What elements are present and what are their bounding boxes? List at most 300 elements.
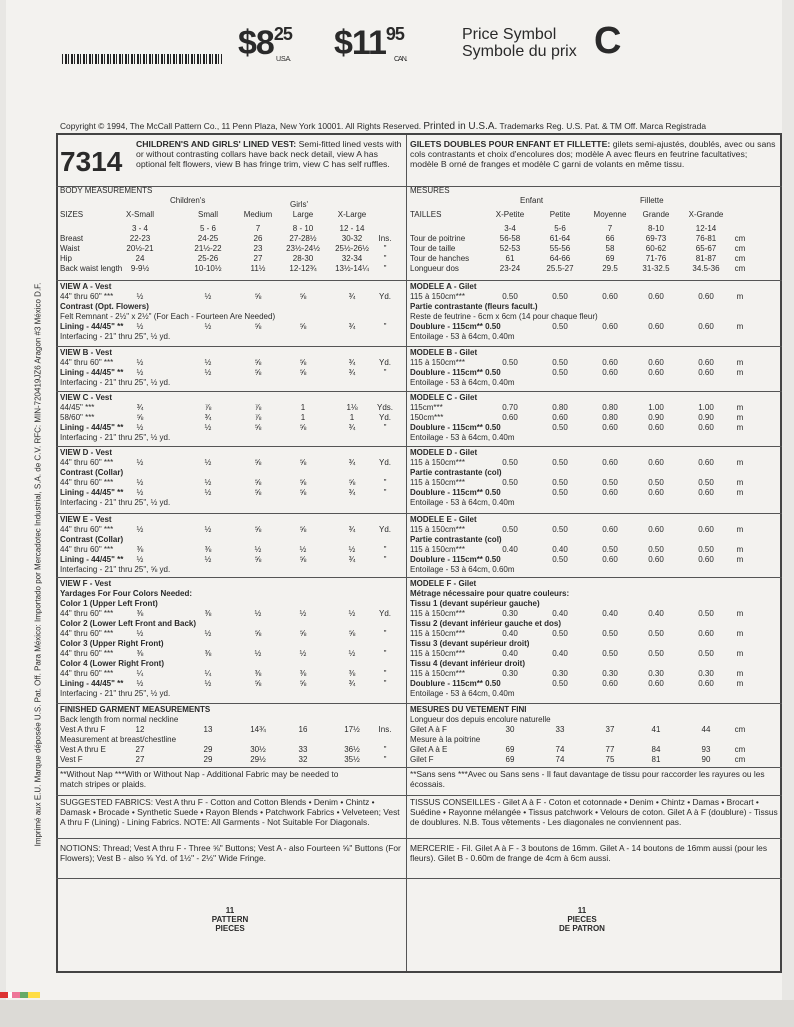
view-en-value: ¾ [348, 368, 356, 377]
view-en-value: ¾ [348, 525, 356, 534]
view-fr-label: 115 à 150cm*** [410, 292, 465, 301]
view-en-value: ½ [204, 488, 212, 497]
copyright-line: Copyright © 1994, The McCall Pattern Co., 11 Penn Plaza, New York 10001. All Rights Reserved. Printed in U.S.A. Trademarks Reg. U.S. Pat. & TM Off. Marca Registrada [60, 121, 706, 132]
view-fr-value: 0.70 [502, 403, 518, 412]
mesure-value: 60-62 [645, 244, 667, 253]
childrens-label: Children's [170, 196, 206, 205]
view-en-value: ⅞ [254, 403, 262, 412]
view-fr-value: 0.50 [552, 525, 568, 534]
view-en-unit: Ins. [378, 725, 392, 734]
view-en-value: ¾ [348, 322, 356, 331]
view-fr-value: 0.60 [602, 292, 618, 301]
view-fr-label: 115 à 150cm*** [410, 545, 465, 554]
measure-unit: " [383, 244, 387, 253]
mesure-value: 25.5-27 [546, 264, 574, 273]
mesure-value: 65-67 [695, 244, 717, 253]
view-en-value: ¾ [348, 358, 356, 367]
size-number: 5 - 6 [199, 224, 216, 233]
notions-en: NOTIONS: Thread; Vest A thru F - Three ⅝" Buttons; Vest A - also Fourteen ⅝" Buttons (For Flowers); Vest B - also ⅝ Yd. of 1½" - 2½" Wide Fringe. [60, 843, 401, 863]
size-name: Medium [243, 210, 273, 219]
mesure-unit: cm [734, 254, 746, 263]
view-fr-value: 0.60 [602, 423, 618, 432]
view-fr-value: 0.60 [648, 525, 664, 534]
size-number: 3 - 4 [131, 224, 148, 233]
view-en-label: Interfacing - 21" thru 25", ½ yd. [60, 378, 171, 387]
view-en-value: ½ [136, 292, 144, 301]
view-en-value: ⅝ [299, 629, 307, 638]
view-fr-value: 0.60 [698, 555, 714, 564]
view-en-value: ⅝ [348, 478, 356, 487]
view-en-value: ¾ [204, 413, 212, 422]
view-fr-value: 0.50 [552, 368, 568, 377]
view-en-value: 32 [298, 755, 308, 764]
view-fr-label: Doublure - 115cm** 0.50 [410, 423, 501, 432]
size-name: Large [292, 210, 314, 219]
view-en-value: ½ [136, 629, 144, 638]
view-fr-value: 0.50 [502, 458, 518, 467]
taille-number: 12-14 [695, 224, 717, 233]
view-fr-value: 0.60 [648, 488, 664, 497]
view-en-label: Lining - 44/45" ** [60, 423, 124, 432]
measure-value: 21½-22 [194, 244, 222, 253]
view-fr-value: 0.60 [502, 413, 518, 422]
taille-name: Grande [642, 210, 670, 219]
view-fr-value: 0.40 [648, 609, 664, 618]
header-section [58, 134, 782, 186]
view-en-value: 30½ [250, 745, 266, 754]
view-en-label: VIEW D - Vest [60, 448, 113, 457]
view-fr-value: 0.50 [648, 478, 664, 487]
view-fr-unit: m [736, 358, 744, 367]
view-fr-unit: cm [734, 725, 746, 734]
view-fr-value: 0.40 [502, 629, 518, 638]
view-fr-label: MODELE A - Gilet [410, 282, 477, 291]
tailles-label: TAILLES [410, 210, 442, 219]
mesure-value: 29.5 [602, 264, 618, 273]
view-fr-value: 0.60 [552, 413, 568, 422]
mesure-value: 55-56 [549, 244, 571, 253]
fillette-label: Fillette [640, 196, 664, 205]
view-fr-label: 115 à 150cm*** [410, 649, 465, 658]
view-fr-label: 115 à 150cm*** [410, 478, 465, 487]
view-fr-value: 0.50 [502, 525, 518, 534]
view-fr-value: 0.60 [648, 368, 664, 377]
sizes-label: SIZES [60, 210, 84, 219]
view-en-unit: Yds. [376, 403, 393, 412]
view-en-value: ½ [204, 458, 212, 467]
view-fr-value: 90 [701, 755, 711, 764]
view-en-value: ⅜ [204, 545, 212, 554]
view-en-value: ⅜ [136, 609, 144, 618]
view-en-value: ½ [204, 322, 212, 331]
taille-name: X-Grande [688, 210, 724, 219]
view-fr-label: Tissu 3 (devant supérieur droit) [410, 639, 530, 648]
view-fr-label: Mesure à la poitrine [410, 735, 481, 744]
view-fr-value: 0.60 [698, 488, 714, 497]
view-en-value: ⅝ [254, 423, 262, 432]
view-en-value: ½ [204, 525, 212, 534]
view-en-label: Interfacing - 21" thru 25", ½ yd. [60, 689, 171, 698]
mesure-label: Tour de hanches [410, 254, 470, 263]
view-fr-unit: m [736, 488, 744, 497]
measure-value: 24 [135, 254, 145, 263]
view-fr-value: 0.50 [552, 629, 568, 638]
view-en-value: 1 [300, 403, 306, 412]
fabrics-fr: TISSUS CONSEILLES - Gilet A à F - Coton et cotonnade • Denim • Chintz • Damas • Brocart • Suédine • Rayonne mélangée • Tissus patchwork • Velours de coton. Gilet A à F (doublure) - Tissus de doublures. N.B. Tous vêtements - Les diagonales ne conviennent pas. [410, 797, 778, 827]
view-en-value: 12 [135, 725, 145, 734]
taille-number: 5-6 [554, 224, 566, 233]
view-fr-value: 0.60 [602, 458, 618, 467]
description-fr: GILETS DOUBLES POUR ENFANT ET FILLETTE: gilets semi-ajustés, doublés, avec ou sans cols contrastants et choix d'encolures dos; modèle A avec fleurs en feutrine facultatives; modèle B orné de franges et modèle C garni de volants en même tissu. [410, 139, 776, 169]
taille-name: Moyenne [593, 210, 627, 219]
measure-unit: " [383, 254, 387, 263]
measure-value: 25½-26½ [335, 244, 369, 253]
view-en-label: 44" thru 60" *** [60, 609, 114, 618]
view-fr-label: 150cm*** [410, 413, 444, 422]
view-en-value: ⅝ [254, 555, 262, 564]
view-fr-value: 0.60 [648, 358, 664, 367]
view-fr-value: 0.40 [552, 609, 568, 618]
mesure-value: 31-32.5 [642, 264, 670, 273]
view-fr-value: 0.50 [698, 545, 714, 554]
view-en-label: Lining - 44/45" ** [60, 368, 124, 377]
view-en-label: Vest A thru E [60, 745, 106, 754]
body-title: BODY MEASUREMENTS [60, 186, 153, 195]
view-fr-label: MESURES DU VETEMENT FINI [410, 705, 527, 714]
view-fr-value: 0.80 [602, 413, 618, 422]
view-fr-value: 0.60 [648, 292, 664, 301]
view-fr-label: Doublure - 115cm** 0.50 [410, 555, 501, 564]
view-en-label: Interfacing - 21" thru 25", ½ yd. [60, 433, 171, 442]
view-fr-value: 77 [605, 745, 615, 754]
mesure-value: 52-53 [499, 244, 521, 253]
view-en-label: VIEW B - Vest [60, 348, 113, 357]
view-fr-value: 0.50 [602, 545, 618, 554]
view-en-value: ½ [136, 458, 144, 467]
view-en-value: ⅝ [299, 423, 307, 432]
view-en-value: 29 [203, 755, 213, 764]
view-fr-value: 0.80 [552, 403, 568, 412]
view-en-unit: " [383, 555, 387, 564]
nap-note-en: **Without Nap ***With or Without Nap - Additional Fabric may be needed to match stripes or plaids. [60, 769, 339, 789]
measure-value: 30-32 [341, 234, 363, 243]
view-fr-unit: m [736, 403, 744, 412]
section-divider [56, 878, 782, 879]
measure-value: 13½-14¼ [335, 264, 369, 273]
view-fr-label: Partie contrastante (col) [410, 468, 502, 477]
view-en-value: ½ [254, 545, 262, 554]
view-en-value: ½ [204, 629, 212, 638]
view-en-label: 44" thru 60" *** [60, 545, 114, 554]
view-fr-label: Entoilage - 53 à 64cm, 0.40m [410, 332, 515, 341]
view-en-value: ¾ [348, 423, 356, 432]
measure-label: Breast [60, 234, 84, 243]
view-fr-value: 74 [555, 745, 565, 754]
view-en-value: ⅜ [254, 669, 262, 678]
view-fr-label: Entoilage - 53 à 64cm, 0.40m [410, 498, 515, 507]
view-en-value: ⅜ [136, 649, 144, 658]
view-fr-value: 0.50 [602, 629, 618, 638]
view-en-label: FINISHED GARMENT MEASUREMENTS [60, 705, 211, 714]
view-fr-value: 0.50 [648, 649, 664, 658]
view-fr-value: 0.50 [698, 649, 714, 658]
taille-name: Petite [549, 210, 571, 219]
view-en-value: ¾ [348, 488, 356, 497]
view-en-label: Vest F [60, 755, 83, 764]
view-fr-unit: m [736, 423, 744, 432]
view-en-value: ⅜ [204, 649, 212, 658]
taille-name: X-Petite [495, 210, 525, 219]
view-fr-value: 0.60 [698, 629, 714, 638]
view-en-value: ⅞ [254, 413, 262, 422]
enfant-label: Enfant [520, 196, 544, 205]
view-en-value: ½ [136, 478, 144, 487]
color-strip [0, 992, 40, 998]
view-fr-label: 115cm*** [410, 403, 443, 412]
taille-number: 7 [607, 224, 613, 233]
mesure-value: 34.5-36 [692, 264, 720, 273]
view-fr-value: 1.00 [698, 403, 714, 412]
view-en-value: ½ [136, 488, 144, 497]
view-fr-value: 0.50 [552, 292, 568, 301]
view-fr-value: 0.50 [502, 358, 518, 367]
view-fr-value: 0.40 [552, 545, 568, 554]
view-en-unit: " [383, 745, 387, 754]
view-en-value: ½ [204, 555, 212, 564]
view-fr-unit: m [736, 368, 744, 377]
view-fr-label: Longueur dos depuis encolure naturelle [410, 715, 551, 724]
view-en-unit: Yd. [378, 358, 391, 367]
section-divider [56, 346, 782, 347]
size-name: Small [197, 210, 218, 219]
view-en-value: ⅝ [299, 679, 307, 688]
view-en-label: VIEW F - Vest [60, 579, 112, 588]
view-en-value: ¼ [136, 669, 144, 678]
view-fr-value: 0.60 [698, 423, 714, 432]
mesure-value: 76-81 [695, 234, 717, 243]
view-fr-unit: m [736, 322, 744, 331]
view-fr-value: 75 [605, 755, 615, 764]
view-fr-unit: m [736, 609, 744, 618]
view-en-label: Contrast (Opt. Flowers) [60, 302, 149, 311]
view-fr-value: 0.60 [648, 555, 664, 564]
view-fr-label: Reste de feutrine - 6cm x 6cm (14 pour chaque fleur) [410, 312, 598, 321]
view-fr-value: 0.60 [648, 423, 664, 432]
view-en-unit: Yd. [378, 292, 391, 301]
view-en-value: ⅝ [299, 358, 307, 367]
view-en-value: 13 [203, 725, 213, 734]
view-fr-label: MODELE E - Gilet [410, 515, 477, 524]
size-name: X-Large [337, 210, 367, 219]
view-fr-value: 0.30 [698, 669, 714, 678]
view-fr-label: 115 à 150cm*** [410, 669, 465, 678]
view-en-unit: " [383, 649, 387, 658]
view-en-label: Color 3 (Upper Right Front) [60, 639, 164, 648]
view-en-value: ⅝ [254, 488, 262, 497]
view-fr-value: 69 [505, 745, 515, 754]
view-en-label: VIEW C - Vest [60, 393, 113, 402]
section-divider [56, 513, 782, 514]
view-en-unit: Yd. [378, 525, 391, 534]
mesure-value: 81-87 [695, 254, 717, 263]
view-fr-value: 0.60 [602, 525, 618, 534]
mesure-value: 61-64 [549, 234, 571, 243]
view-fr-value: 0.30 [602, 669, 618, 678]
view-fr-label: MODELE D - Gilet [410, 448, 478, 457]
mesure-value: 69-73 [645, 234, 667, 243]
view-en-value: ½ [136, 423, 144, 432]
view-fr-value: 0.50 [602, 478, 618, 487]
view-en-label: Contrast (Collar) [60, 535, 124, 544]
view-en-value: ⅝ [254, 358, 262, 367]
view-en-label: 44" thru 60" *** [60, 292, 114, 301]
view-en-value: ⅝ [254, 368, 262, 377]
measure-label: Back waist length [60, 264, 123, 273]
view-en-value: ½ [136, 679, 144, 688]
view-fr-unit: m [736, 458, 744, 467]
view-fr-value: 74 [555, 755, 565, 764]
view-en-unit: " [383, 322, 387, 331]
view-en-value: 29 [203, 745, 213, 754]
view-en-value: ½ [204, 478, 212, 487]
measure-value: 26 [253, 234, 263, 243]
view-fr-label: 115 à 150cm*** [410, 629, 465, 638]
measure-value: 9-9½ [130, 264, 150, 273]
view-en-value: ⅝ [299, 458, 307, 467]
view-fr-value: 0.50 [648, 545, 664, 554]
view-fr-value: 33 [555, 725, 565, 734]
view-fr-value: 0.90 [648, 413, 664, 422]
measure-value: 22-23 [129, 234, 151, 243]
view-en-label: Color 2 (Lower Left Front and Back) [60, 619, 197, 628]
measure-label: Hip [60, 254, 73, 263]
view-en-value: ⅜ [348, 669, 356, 678]
view-en-label: Color 1 (Upper Left Front) [60, 599, 158, 608]
view-fr-value: 0.50 [552, 555, 568, 564]
view-fr-value: 0.50 [552, 488, 568, 497]
mesure-value: 71-76 [645, 254, 667, 263]
pattern-pieces-en: 11 PATTERN PIECES [211, 906, 249, 933]
view-en-value: ⅝ [254, 679, 262, 688]
view-en-value: ½ [136, 322, 144, 331]
measure-value: 24-25 [197, 234, 219, 243]
view-fr-value: 0.40 [502, 545, 518, 554]
view-fr-value: 0.60 [698, 322, 714, 331]
view-fr-label: MODELE F - Gilet [410, 579, 477, 588]
view-fr-value: 0.50 [648, 629, 664, 638]
mesure-value: 23-24 [499, 264, 521, 273]
size-number: 12 - 14 [339, 224, 365, 233]
barcode [62, 54, 222, 64]
fabrics-en: SUGGESTED FABRICS: Vest A thru F - Cotton and Cotton Blends • Denim • Chintz • Damask • Brocade • Synthetic Suede • Rayon Blends • Patchwork Fabrics • Velveteen; Vest A thru F (Lining) - Lining Fabrics. NOTE: All Garments - Not Suitable For Diagonals. [60, 797, 400, 827]
view-en-value: ½ [299, 545, 307, 554]
view-fr-label: Tissu 1 (devant supérieur gauche) [410, 599, 540, 608]
view-fr-value: 0.50 [698, 478, 714, 487]
view-fr-value: 84 [651, 745, 661, 754]
view-en-value: ½ [204, 423, 212, 432]
view-en-value: ½ [136, 555, 144, 564]
view-en-value: ¾ [136, 403, 144, 412]
view-en-label: 44/45" *** [60, 403, 95, 412]
view-fr-value: 0.60 [602, 368, 618, 377]
view-en-value: 27 [135, 755, 145, 764]
view-en-value: ½ [348, 649, 356, 658]
mesure-value: 69 [605, 254, 615, 263]
measure-value: 12-12¾ [289, 264, 317, 273]
view-en-value: ¼ [204, 669, 212, 678]
view-en-label: 44" thru 60" *** [60, 649, 114, 658]
view-en-label: VIEW E - Vest [60, 515, 112, 524]
view-fr-label: Tissu 2 (devant inférieur gauche et dos) [410, 619, 561, 628]
view-fr-value: 0.30 [552, 669, 568, 678]
measure-value: 23½-24½ [286, 244, 320, 253]
view-en-value: ⅝ [254, 292, 262, 301]
notions-fr: MERCERIE - Fil. Gilet A à F - 3 boutons de 16mm. Gilet A - 14 boutons de 16mm aussi (pour les fleurs). Gilet B - 0.60m de frange de 4cm à 6cm aussi. [410, 843, 768, 863]
envelope-fold [0, 1000, 794, 1027]
section-divider [56, 767, 782, 768]
view-fr-value: 0.30 [502, 609, 518, 618]
view-en-value: ½ [136, 358, 144, 367]
view-fr-label: MODELE C - Gilet [410, 393, 478, 402]
view-fr-value: 0.60 [648, 322, 664, 331]
view-fr-label: Entoilage - 53 à 64cm, 0.40m [410, 378, 515, 387]
view-en-value: 35½ [344, 755, 360, 764]
view-en-value: ⅝ [299, 478, 307, 487]
view-en-label: 44" thru 60" *** [60, 669, 114, 678]
mesure-unit: cm [734, 264, 746, 273]
view-fr-label: Doublure - 115cm** 0.50 [410, 679, 501, 688]
view-en-value: ⅝ [299, 555, 307, 564]
pattern-pieces-fr: 11 PIECES DE PATRON [559, 906, 605, 933]
measure-label: Waist [60, 244, 80, 253]
taille-number: 3-4 [504, 224, 516, 233]
view-fr-value: 0.60 [698, 358, 714, 367]
view-en-label: 44" thru 60" *** [60, 525, 114, 534]
view-fr-value: 1.00 [648, 403, 664, 412]
view-en-label: Interfacing - 21" thru 25", ½ yd. [60, 332, 171, 341]
view-en-value: ½ [254, 649, 262, 658]
view-fr-unit: m [736, 679, 744, 688]
view-fr-label: 115 à 150cm*** [410, 609, 465, 618]
measure-value: 28-30 [292, 254, 314, 263]
mesure-unit: cm [734, 244, 746, 253]
view-fr-unit: m [736, 669, 744, 678]
view-en-label: 44" thru 60" *** [60, 458, 114, 467]
view-en-value: 17½ [344, 725, 360, 734]
view-fr-value: 0.50 [552, 679, 568, 688]
view-en-value: ⅝ [299, 488, 307, 497]
view-fr-value: 0.60 [648, 679, 664, 688]
view-fr-value: 0.50 [552, 478, 568, 487]
view-fr-value: 0.60 [698, 525, 714, 534]
import-notice: Imprimé aux E.U. Marque déposée U.S. Pat. Off. Para México: Importado por Mercadotec Industrial, S.A. de C.V. RFC: MIN-720419JZ6 Aragon #3 México D.F. [33, 282, 43, 847]
size-number: 7 [255, 224, 261, 233]
view-fr-value: 0.90 [698, 413, 714, 422]
section-divider [56, 703, 782, 704]
view-fr-value: 0.50 [502, 292, 518, 301]
view-fr-value: 0.50 [552, 458, 568, 467]
view-fr-value: 0.60 [602, 322, 618, 331]
view-en-label: Lining - 44/45" ** [60, 322, 124, 331]
view-fr-value: 0.50 [502, 478, 518, 487]
view-fr-label: Doublure - 115cm** 0.50 [410, 488, 501, 497]
view-en-value: ½ [136, 368, 144, 377]
mesure-value: 66 [605, 234, 615, 243]
view-en-label: Back length from normal neckline [60, 715, 179, 724]
section-divider [56, 838, 782, 839]
view-fr-value: 0.60 [602, 555, 618, 564]
view-fr-value: 0.80 [602, 403, 618, 412]
